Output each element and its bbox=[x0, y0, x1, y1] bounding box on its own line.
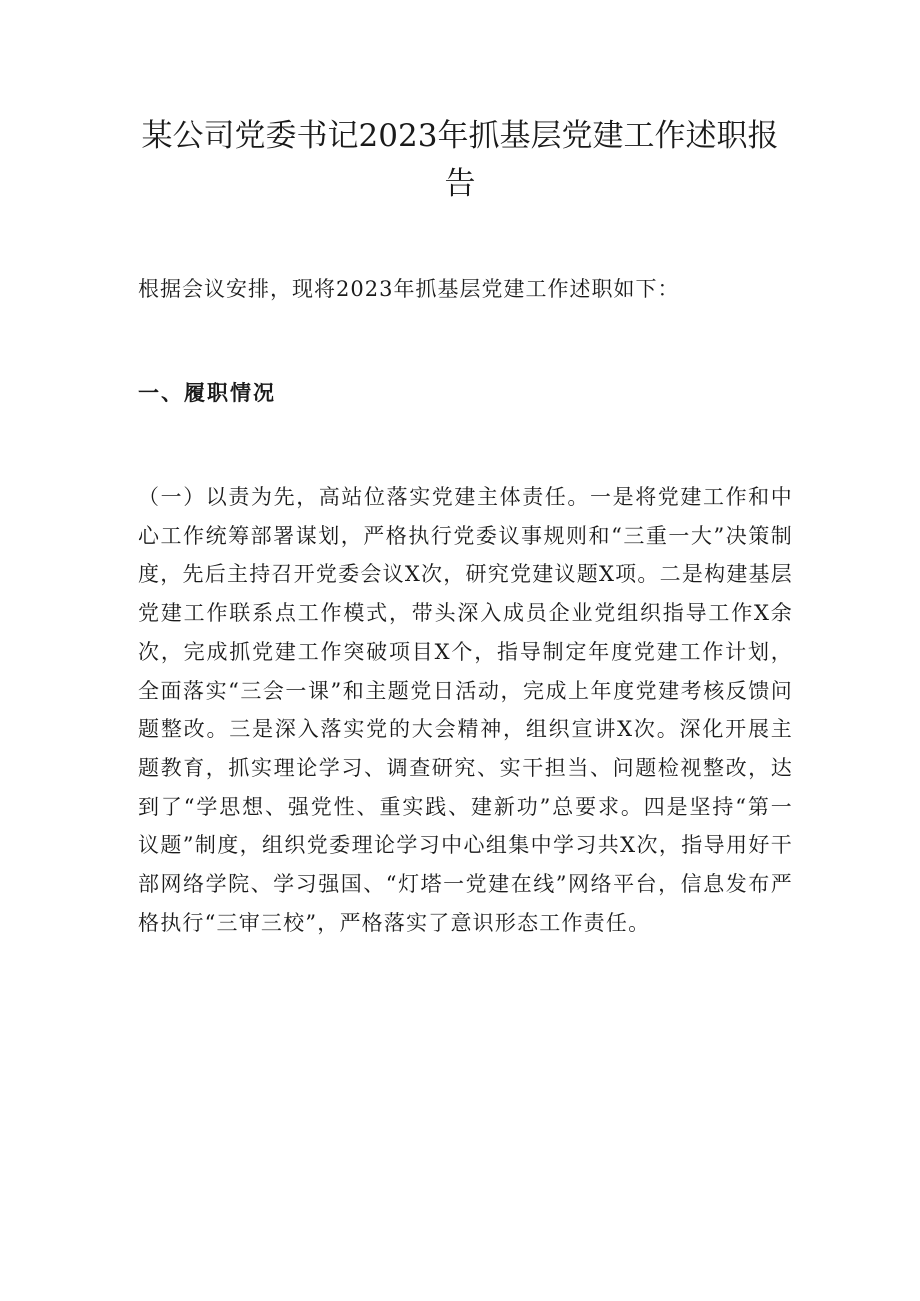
document-title: 某公司党委书记2023年抓基层党建工作述职报告 bbox=[141, 118, 779, 202]
body-paragraph: （一）以责为先，高站位落实党建主体责任。一是将党建工作和中心工作统筹部署谋划，严格执行党委议事规则和“三重一大”决策制度，先后主持召开党委会议X次，研究党建议题X项。二是构建基层党建工作联系点工作模式，带头深入成员企业党组织指导工作X余次，完成抓党建工作突破项目X个，指导制定年度党建工作计划，全面落实“三会一课”和主题党日活动，完成上年度党建考核反馈问题整改。三是深入落实党的大会精神，组织宣讲X次。深化开展主题教育，抓实理论学习、调查研究、实干担当、问题检视整改，达到了“学思想、强党性、重实践、建新功”总要求。四是坚持“第一议题”制度，组织党委理论学习中心组集中学习共X次，指导用好干部网络学院、学习强国、“灯塔一党建在线”网络平台，信息发布严格执行“三审三校”，严格落实了意识形态工作责任。 bbox=[138, 485, 793, 935]
intro-paragraph: 根据会议安排，现将2023年抓基层党建工作述职如下： bbox=[138, 277, 680, 301]
section-heading: 一、履职情况 bbox=[138, 380, 276, 405]
